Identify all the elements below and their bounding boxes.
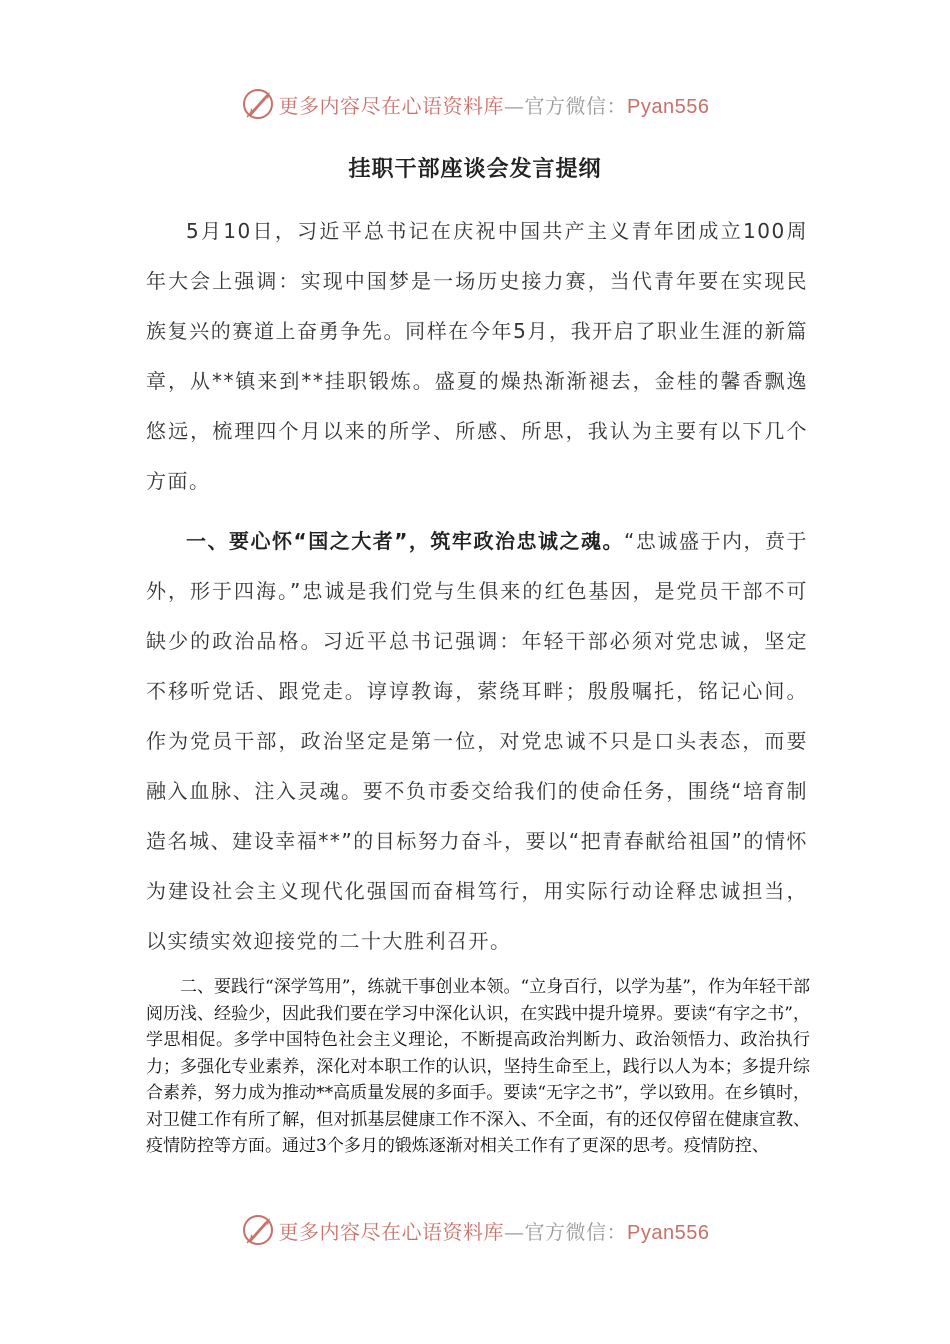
watermark-separator: — [504,93,525,118]
watermark-main-text: 更多内容尽在心语资料库 [278,93,505,118]
document-title: 挂职干部座谈会发言提纲 [348,157,602,182]
section-one-paragraph [146,516,808,966]
quill-pen-logo-icon [241,87,275,121]
quill-pen-logo-icon [241,1213,275,1247]
watermark-text [279,1216,710,1245]
section-one-body: “忠诚盛于内，贲于外，形于四海。”忠诚是我们党与生俱来的红色基因，是党员干部不可缺少的政治品格。习近平总书记强调：年轻干部必须对党忠诚，坚定不移听党话、跟党走。谆谆教诲，萦绕耳畔；殷殷嘱托，铭记心间。作为党员干部，政治坚定是第一位，对党忠诚不只是口头表态，而要融入血脉、注入灵魂。要不负市委交给我们的使命任务，围绕“培育制造名城、建设幸福**”的目标努力奋斗，要以“把青春献给祖国”的情怀为建设社会主义现代化强国而奋楫笃行，用实际行动诠释忠诚担当，以实绩实效迎接党的二十大胜利召开。 [146,529,808,953]
watermark-wechat-id: Pyan556 [627,1221,710,1244]
watermark-wechat-label: 官方微信： [524,93,628,118]
watermark-main-text: 更多内容尽在心语资料库 [278,1219,505,1244]
section-one-heading: 一、要心怀“国之大者”，筑牢政治忠诚之魂。 [186,529,625,553]
footer-watermark-banner [0,1210,950,1250]
section-two-paragraph: 二、要践行“深学笃用”，练就干事创业本领。“立身百行，以学为基”，作为年轻干部阅历浅、经验少，因此我们要在学习中深化认识，在实践中提升境界。要读“有字之书”，学思相促。多学中国特色社会主义理论，不断提高政治判断力、政治领悟力、政治执行力；多强化专业素养，深化对本职工作的认识，坚持生命至上，践行以人为本；多提升综合素养，努力成为推动**高质量发展的多面手。要读“无字之书”，学以致用。在乡镇时，对卫健工作有所了解，但对抓基层健康工作不深入、不全面，有的还仅停留在健康宣教、疫情防控等方面。通过3个多月的锻炼逐渐对相关工作有了更深的思考。疫情防控、 [146,977,810,1156]
intro-paragraph: 5月10日，习近平总书记在庆祝中国共产主义青年团成立100周年大会上强调：实现中国梦是一场历史接力赛，当代青年要在实现民族复兴的赛道上奋勇争先。同样在今年5月，我开启了职业生涯的新篇章，从**镇来到**挂职锻炼。盛夏的燥热渐渐褪去，金桂的馨香飘逸悠远，梳理四个月以来的所学、所感、所思，我认为主要有以下几个方面。 [146,219,808,493]
watermark-text [279,90,710,119]
header-watermark-banner [0,84,950,124]
watermark-wechat-label: 官方微信： [524,1219,628,1244]
watermark-wechat-id: Pyan556 [627,95,710,118]
watermark-separator: — [504,1219,525,1244]
